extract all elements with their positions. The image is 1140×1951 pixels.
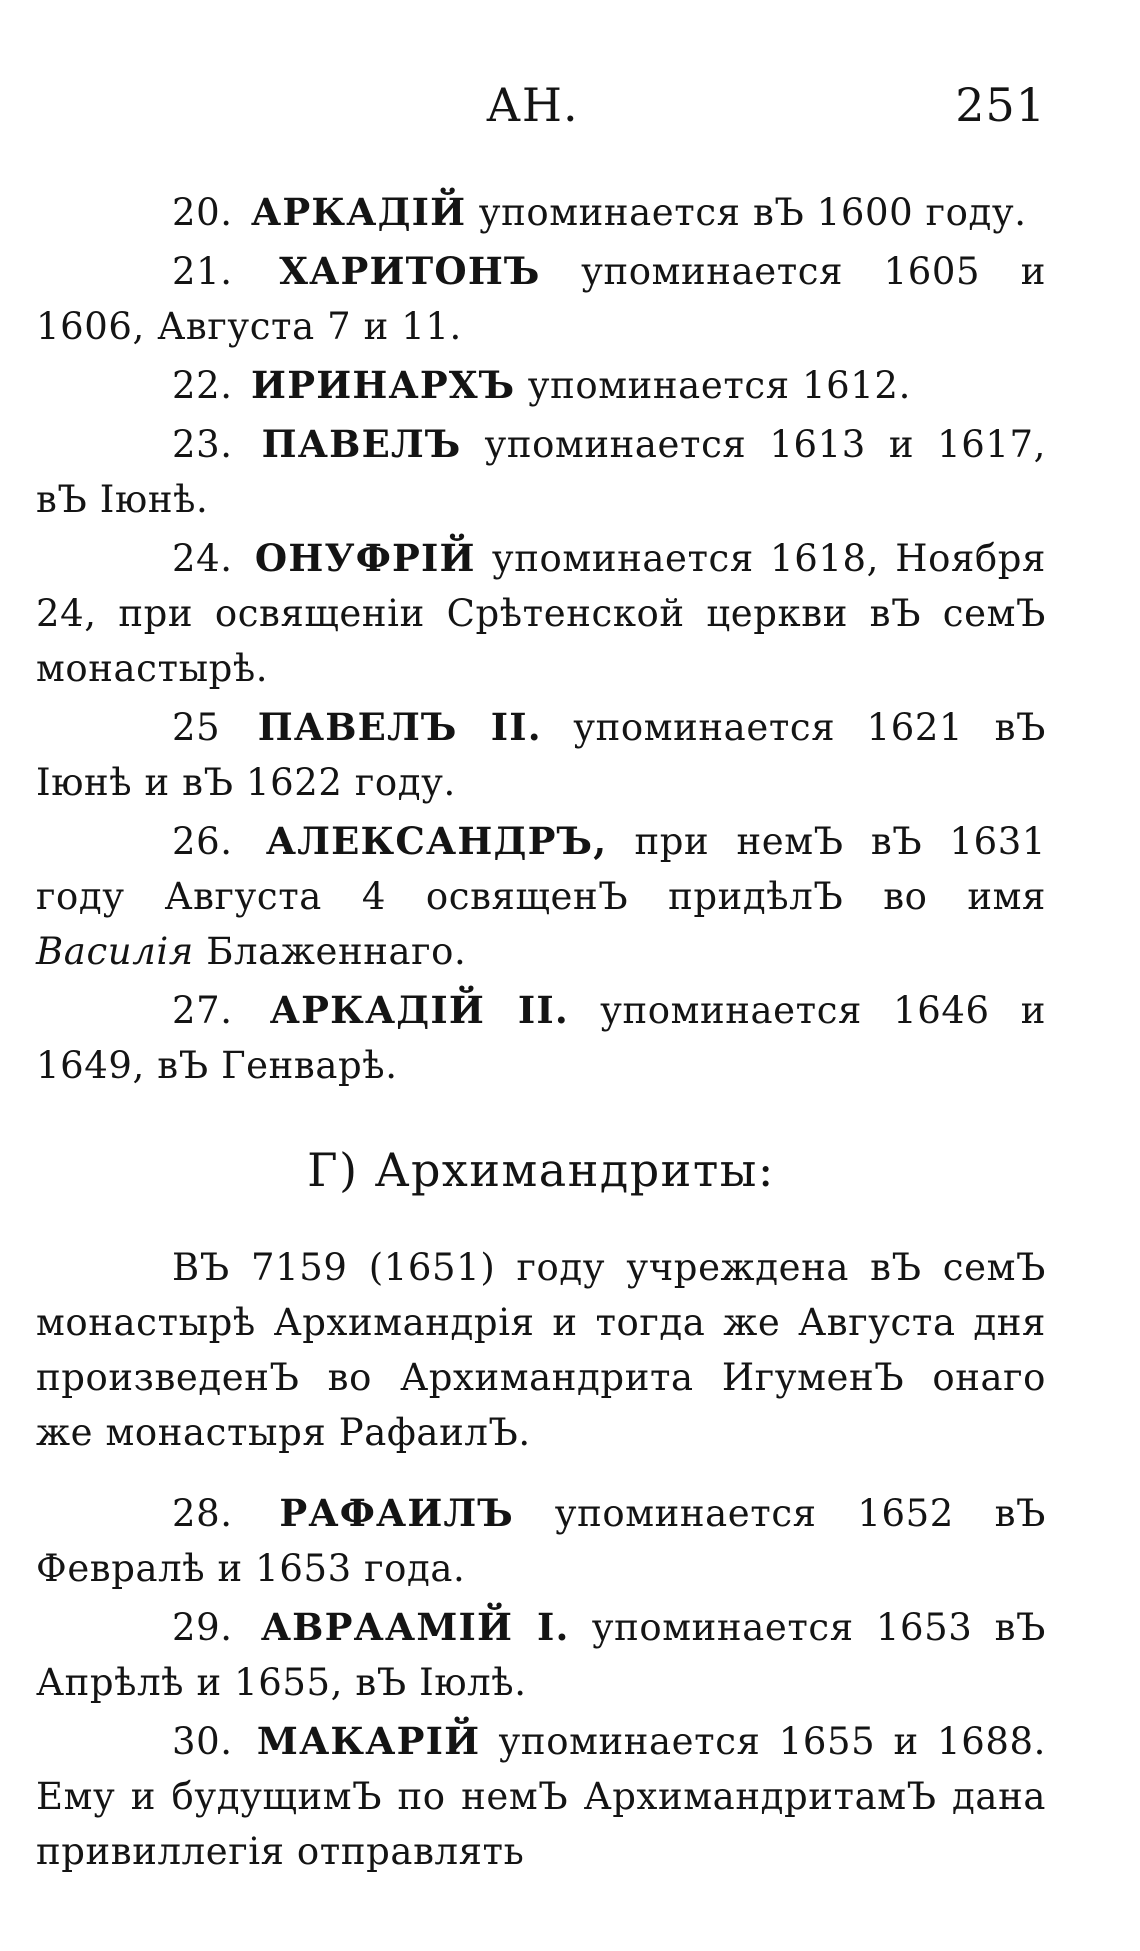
- list-entry: [36, 417, 1046, 527]
- list-entry: [36, 1714, 1046, 1879]
- entry-text: Блаженнаго.: [193, 930, 467, 973]
- list-entry: [36, 531, 1046, 696]
- list-entry: [36, 700, 1046, 810]
- entry-text: при немЪ вЪ 1631 году Августа 4 освященЪ придѣлЪ во имя: [36, 820, 1046, 918]
- entry-text: упоминается 1605 и 1606, Августа 7 и 11.: [36, 250, 1046, 348]
- list-entry: [36, 1486, 1046, 1596]
- abbot-entries: [36, 185, 1046, 1093]
- entry-text: упоминается 1652 вЪ Февралѣ и 1653 года.: [36, 1492, 1046, 1590]
- entry-number: 21.: [172, 250, 233, 293]
- entry-text: упоминается вЪ 1600 году.: [466, 191, 1027, 234]
- page-header: [36, 78, 1046, 148]
- archimandrite-entries: [36, 1486, 1046, 1879]
- list-entry: [36, 1600, 1046, 1710]
- entry-number: 22.: [172, 364, 233, 407]
- entry-name: АВРААМIЙ I.: [260, 1605, 570, 1649]
- entry-text: упоминается 1646 и 1649, вЪ Генварѣ.: [36, 989, 1046, 1087]
- entry-number: 24.: [172, 537, 233, 580]
- entry-name: АРКАДIЙ II.: [269, 988, 569, 1032]
- list-entry: [36, 814, 1046, 979]
- entry-number: 30.: [172, 1720, 233, 1763]
- entry-number: 23.: [172, 423, 233, 466]
- entry-name: ХАРИТОНЪ: [279, 249, 541, 293]
- entry-name: АЛЕКСАНДРЪ,: [265, 819, 608, 863]
- entry-italic-text: Василiя: [36, 930, 194, 973]
- entry-text: упоминается 1613 и 1617, вЪ Iюнѣ.: [36, 423, 1046, 521]
- entry-text: упоминается 1618, Ноября 24, при освященiи Срѣтенской церкви вЪ семЪ монастырѣ.: [36, 537, 1046, 690]
- page-text: [36, 185, 1046, 1883]
- list-entry: [36, 185, 1046, 240]
- entry-name: МАКАРIЙ: [256, 1719, 481, 1763]
- entry-text: упоминается 1612.: [515, 364, 911, 407]
- entry-number: 28.: [172, 1492, 233, 1535]
- entry-number: 25: [172, 706, 221, 749]
- entry-text: упоминается 1655 и 1688. Ему и будущимЪ по немЪ АрхимандритамЪ дана привиллегiя отправлять: [36, 1720, 1046, 1873]
- list-entry: [36, 983, 1046, 1093]
- list-entry: [36, 244, 1046, 354]
- entry-number: 27.: [172, 989, 233, 1032]
- entry-number: 29.: [172, 1606, 233, 1649]
- page-number: 251: [955, 78, 1046, 132]
- entry-text: упоминается 1653 вЪ Апрѣлѣ и 1655, вЪ Iюлѣ.: [36, 1606, 1046, 1704]
- entry-number: 26.: [172, 820, 233, 863]
- section-intro-paragraph: ВЪ 7159 (1651) году учреждена вЪ семЪ монастырѣ Архимандрiя и тогда же Августа дня произведенЪ во Архимандрита ИгуменЪ онаго же монастыря РафаилЪ.: [36, 1246, 1046, 1454]
- running-head: АН.: [486, 78, 579, 132]
- entry-name: ПАВЕЛЪ II.: [257, 705, 542, 749]
- entry-text: упоминается 1621 вЪ Iюнѣ и вЪ 1622 году.: [36, 706, 1046, 804]
- entry-name: АРКАДIЙ: [251, 190, 467, 234]
- entry-number: 20.: [172, 191, 233, 234]
- list-entry: [36, 358, 1046, 413]
- entry-name: ИРИНАРХЪ: [251, 363, 516, 407]
- entry-name: ОНУФРIЙ: [254, 536, 476, 580]
- section-heading: Г) Архимандриты:: [307, 1143, 775, 1197]
- entry-name: РАФАИЛЪ: [279, 1491, 515, 1535]
- entry-name: ПАВЕЛЪ: [261, 422, 462, 466]
